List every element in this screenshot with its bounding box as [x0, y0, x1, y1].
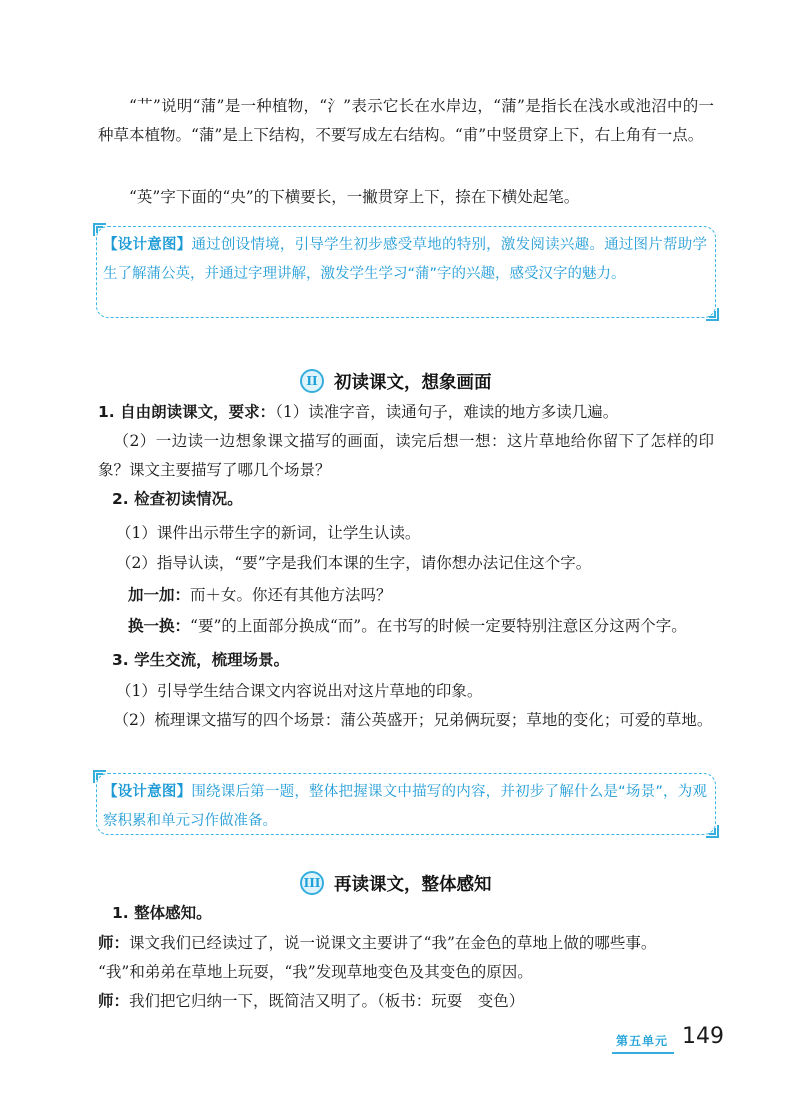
corner-ornament-icon	[705, 824, 719, 838]
swap-text: “要”的上面部分换成“而”。在书写的时候一定要特别注意区分这两个字。	[190, 617, 687, 635]
teacher-label: 师：	[98, 992, 130, 1010]
add-method-line	[128, 581, 746, 610]
section-title: 初读课文，想象画面	[334, 372, 492, 393]
design-intent-tag: 【设计意图】	[103, 237, 192, 253]
corner-ornament-icon	[93, 223, 107, 237]
swap-method-line	[128, 612, 746, 641]
task-requirement: （1）读准字音，读通句子，难读的地方多读几遍。	[275, 403, 619, 421]
intro-paragraph-2: “英”字下面的“央”的下横要长，一撇贯穿上下，捺在下横处起笔。	[129, 188, 580, 206]
section-numeral-badge: II	[300, 369, 324, 393]
design-intent-text: 围绕课后第一题，整体把握课文中描写的内容，并初步了解什么是“场景”，为观察积累和单元习作做准备。	[103, 784, 707, 829]
task-1-line	[98, 398, 716, 427]
design-intent-box-2	[96, 773, 716, 835]
swap-label: 换一换：	[128, 617, 191, 635]
teacher-question-1	[98, 929, 716, 958]
add-label: 加一加：	[128, 586, 191, 604]
footer-divider	[612, 1052, 674, 1054]
intro-paragraph-1: “艹”说明“蒲”是一种植物，“氵”表示它长在水岸边，“蒲”是指长在浅水或池沼中的一种草本植物。“蒲”是上下结构，不要写成左右结构。“甫”中竖贯穿上下，右上角有一点。	[98, 97, 714, 144]
design-intent-tag: 【设计意图】	[103, 784, 192, 800]
section-title: 再读课文，整体感知	[334, 874, 492, 895]
footer-unit-label: 第五单元	[616, 1034, 669, 1048]
task-heading: 1. 自由朗读课文，要求：	[98, 403, 276, 421]
section-2-heading	[300, 367, 492, 395]
page-number: 149	[682, 1024, 724, 1049]
student-answer-1: “我”和弟弟在草地上玩耍，“我”发现草地变色及其变色的原因。	[98, 963, 533, 981]
task-3-sub-2: （2）梳理课文描写的四个场景：蒲公英盛开；兄弟俩玩耍；草地的变化；可爱的草地。	[113, 711, 713, 729]
design-intent-box-1	[96, 226, 716, 318]
add-text: 而＋女。你还有其他方法吗？	[190, 586, 392, 604]
task-2-sub-1: （1）课件出示带生字的新词，让学生认读。	[116, 524, 421, 542]
corner-ornament-icon	[705, 307, 719, 321]
teacher-question-2	[98, 987, 716, 1016]
task-2-heading: 2. 检查初读情况。	[112, 490, 243, 508]
task-1-paragraph-2: （2）一边读一边想象课文描写的画面，读完后想一想：这片草地给你留下了怎样的印象？课文主要描写了哪几个场景？	[98, 432, 714, 479]
task-3-heading: 3. 学生交流，梳理场景。	[112, 651, 290, 669]
design-intent-text: 通过创设情境，引导学生初步感受草地的特别，激发阅读兴趣。通过图片帮助学生了解蒲公英，并通过字理讲解，激发学生学习“蒲”字的兴趣，感受汉字的魅力。	[103, 237, 708, 282]
section-numeral-badge: III	[300, 871, 324, 895]
teacher-question-text: 课文我们已经读过了，说一说课文主要讲了“我”在金色的草地上做的哪些事。	[129, 934, 657, 952]
task-2-sub-2: （2）指导认读，“要”字是我们本课的生字，请你想办法记住这个字。	[116, 554, 592, 572]
teacher-label: 师：	[98, 934, 130, 952]
corner-ornament-icon	[93, 770, 107, 784]
section-3-heading	[300, 869, 492, 897]
task-3-sub-1: （1）引导学生结合课文内容说出对这片草地的印象。	[116, 682, 483, 700]
teacher-question-text: 我们把它归纳一下，既简洁又明了。（板书：玩耍 变色）	[129, 992, 525, 1010]
overview-heading: 1. 整体感知。	[112, 904, 212, 922]
